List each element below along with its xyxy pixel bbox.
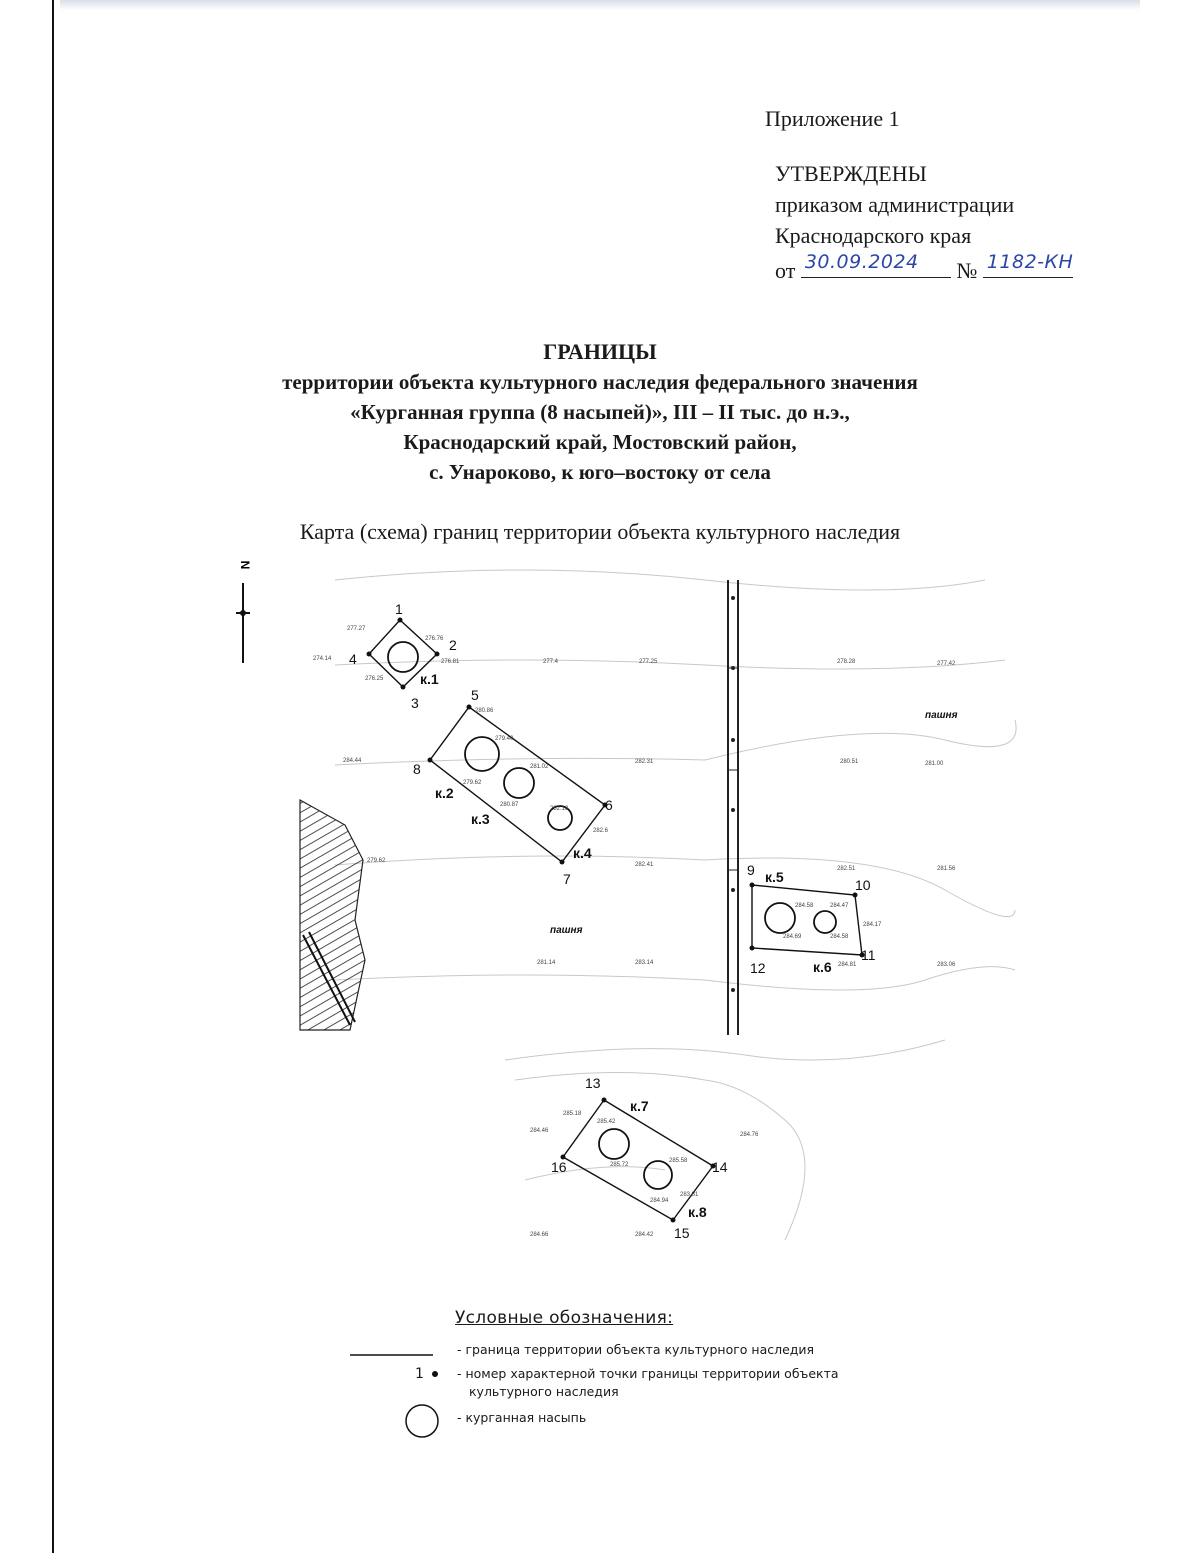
elevation-3: 274.14 [313,656,332,662]
elevation-33: 283.06 [937,962,956,968]
kurgan-label-3: к.3 [471,811,490,827]
elevation-42: 284.66 [530,1232,549,1238]
point-label-3: 3 [411,695,419,711]
elevation-29: 284.81 [838,962,857,968]
field-label-2: пашня [550,925,583,936]
elevation-10: 280.86 [475,708,494,714]
legend-boundary-text: - граница территории объекта культурного наследия [457,1342,815,1357]
elevation-25: 284.47 [830,903,849,909]
elevation-28: 284.17 [863,922,882,928]
map-labels [313,601,958,1241]
elevation-19: 282.6 [593,828,609,834]
point-label-13: 13 [585,1075,601,1091]
elevation-35: 285.42 [597,1119,616,1125]
elevation-9: 277.42 [937,661,956,667]
number-value: 1182-КН [986,251,1074,273]
elevation-26: 284.69 [783,934,802,940]
boundary-map [225,560,1025,1280]
kurgan-label-1: к.1 [420,671,439,687]
approval-block [765,103,1145,286]
elevation-18: 282.18 [550,806,569,812]
elevation-21: 282.41 [635,862,654,868]
elevation-4: 276.81 [441,659,460,665]
north-label: N [238,560,252,570]
elevation-22: 282.51 [837,866,856,872]
elevation-39: 285.58 [669,1158,688,1164]
point-label-5: 5 [471,687,479,703]
heading-line-1: территории объекта культурного наследия федерального значения [282,370,918,394]
elevation-8: 278.28 [837,659,856,665]
date-value: 30.09.2024 [804,251,919,273]
elevation-15: 280.51 [840,759,859,765]
elevation-13: 281.02 [530,764,549,770]
appendix-label: Приложение 1 [765,106,900,131]
terrain-hatch [300,800,365,1030]
road [728,580,738,1035]
elevation-36: 284.76 [740,1132,759,1138]
point-label-11: 11 [861,947,876,963]
number-field [983,251,1073,278]
scan-artifact [60,0,1140,10]
elevation-20: 281.00 [925,761,944,767]
legend-point [345,1362,965,1406]
point-label-10: 10 [855,877,871,893]
approved-title: УТВЕРЖДЕНЫ [775,161,927,186]
elevation-16: 279.62 [463,780,482,786]
heading-line-4: с. Унароково, к юго–востоку от села [429,460,771,484]
date-field [801,251,951,278]
number-prefix: № [956,258,978,283]
elevation-37: 284.46 [530,1128,549,1134]
document-heading [200,337,1000,487]
elevation-2: 276.76 [425,636,444,642]
legend-mound-text: - курганная насыпь [457,1410,587,1425]
elevation-27: 284.58 [830,934,849,940]
heading-line-3: Краснодарский край, Мостовский район, [403,430,797,454]
legend-point-text-2: культурного наследия [469,1384,619,1399]
legend-title: Условные обозначения: [455,1308,674,1328]
map-caption: Карта (схема) границ территории объекта культурного наследия [299,519,901,544]
kurgan-label-6: к.6 [813,959,832,975]
legend-point-number: 1 [415,1366,424,1382]
field-label-1: пашня [925,710,958,721]
legend-boundary [345,1338,965,1362]
approval-date-line [765,251,1145,286]
legend-point-text: - номер характерной точки границы территории объекта [457,1366,839,1381]
elevation-43: 284.42 [635,1232,654,1238]
approval-line-2: Краснодарского края [775,223,972,248]
elevation-14: 282.31 [635,759,654,765]
elevation-40: 284.94 [650,1198,669,1204]
point-label-15: 15 [674,1225,690,1241]
boundary-polygons [369,620,862,1220]
elevation-6: 277.4 [543,659,559,665]
kurgan-label-7: к.7 [630,1098,649,1114]
point-label-14: 14 [712,1159,728,1175]
elevation-30: 279.62 [367,858,386,864]
elevation-1: 277.27 [347,626,366,632]
scan-edge-line [52,0,54,1553]
kurgan-label-4: к.4 [573,845,592,861]
point-label-7: 7 [563,871,571,887]
point-label-4: 4 [349,651,357,667]
approval-line-1: приказом администрации [775,192,1015,217]
mound-circle-icon [403,1402,441,1440]
point-label-1: 1 [395,601,403,617]
date-prefix: от [775,258,796,283]
elevation-17: 280.87 [500,802,519,808]
elevation-32: 283.14 [635,960,654,966]
heading-title: ГРАНИЦЫ [543,339,657,364]
point-label-9: 9 [747,862,755,878]
elevation-24: 284.58 [795,903,814,909]
elevation-11: 279.40 [495,736,514,742]
point-label-6: 6 [605,797,613,813]
kurgan-label-8: к.8 [688,1204,707,1220]
elevation-12: 284.44 [343,758,362,764]
heading-line-2: «Курганная группа (8 насыпей)», III – II тыс. до н.э., [350,400,850,424]
elevation-5: 276.25 [365,676,384,682]
elevation-7: 277.25 [639,659,658,665]
legend-mound [345,1408,965,1432]
elevation-31: 281.14 [537,960,556,966]
point-label-16: 16 [551,1159,567,1175]
kurgan-label-2: к.2 [435,785,454,801]
elevation-34: 285.18 [563,1111,582,1117]
point-label-8: 8 [413,761,421,777]
boundary-vertices [367,618,865,1223]
point-dot-icon [429,1368,441,1380]
point-label-2: 2 [449,637,457,653]
boundary-line-icon [345,1338,455,1362]
elevation-38: 285.72 [610,1162,629,1168]
elevation-23: 281.56 [937,866,956,872]
elevation-41: 283.81 [680,1192,699,1198]
point-label-12: 12 [750,960,766,976]
kurgan-label-5: к.5 [765,869,784,885]
